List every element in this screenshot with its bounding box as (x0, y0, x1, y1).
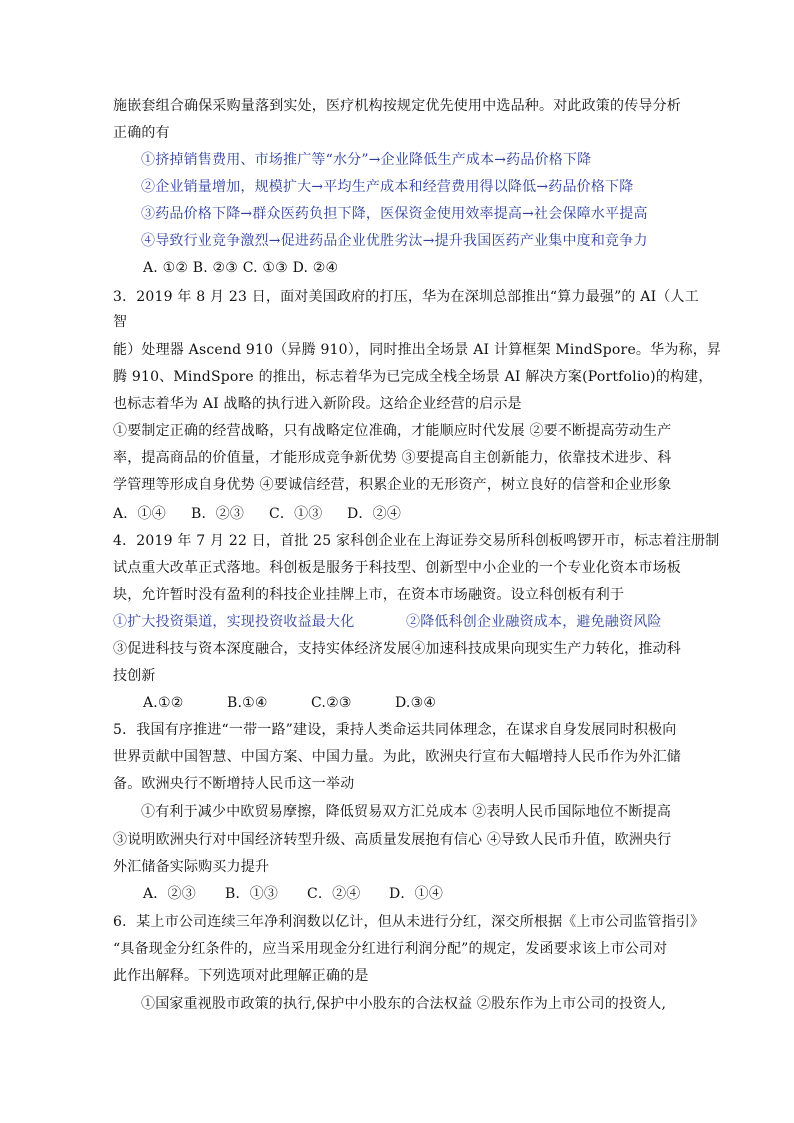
q5-answer-d: D．①④ (389, 886, 444, 902)
q2-option-1: ①挤掉销售费用、市场推广等“水分”→企业降低生产成本→药品价格下降 (141, 152, 592, 168)
q3-answer-choices (113, 504, 401, 524)
q5-answer-b: B．①③ (225, 886, 279, 902)
q4-options-line-2: ③促进科技与资本深度融合，支持实体经济发展④加速科技成果向现实生产力转化，推动科 (113, 641, 681, 657)
q6-stem-line-1: 6．某上市公司连续三年净利润数以亿计，但从未进行分红，深交所根据《上市公司监管指引》 (113, 914, 705, 930)
q3-stem-line-2: 智 (113, 314, 128, 330)
q6-stem-line-3: 此作出解释。下列选项对此理解正确的是 (113, 968, 369, 984)
q5-answer-a: A．②③ (143, 886, 196, 902)
q2-stem-line-1: 施嵌套组合确保采购量落到实处，医疗机构按规定优先使用中选品种。对此政策的传导分析 (113, 98, 681, 114)
q2-option-4: ④导致行业竞争激烈→促进药品企业优胜劣汰→提升我国医药产业集中度和竞争力 (141, 233, 648, 249)
q2-stem-line-2: 正确的有 (113, 125, 170, 141)
q6-options-line-1: ①国家重视股市政策的执行,保护中小股东的合法权益 ②股东作为上市公司的投资人, (141, 996, 667, 1012)
q3-answer-a: A．①④ (113, 506, 166, 522)
q2-option-3: ③药品价格下降→群众医药负担下降，医保资金使用效率提高→社会保障水平提高 (141, 206, 648, 222)
q4-stem-line-1: 4．2019 年 7 月 22 日，首批 25 家科创企业在上海证券交易所科创板鸣锣开市，标志着注册制 (113, 533, 720, 549)
q3-stem-line-4: 腾 910、MindSpore 的推出，标志着华为已完成全栈全场景 AI 解决方案(Portfolio)的构建， (113, 369, 713, 385)
q6-stem-line-2: “具备现金分红条件的，应当采用现金分红进行利润分配”的规定，发函要求该上市公司对 (113, 941, 668, 957)
q3-stem-line-5: 也标志着华为 AI 战略的执行进入新阶段。这给企业经营的启示是 (113, 396, 522, 412)
q2-option-2: ②企业销量增加，规模扩大→平均生产成本和经营费用得以降低→药品价格下降 (141, 179, 634, 195)
q3-answer-d: D．②④ (347, 506, 402, 522)
q4-options-line-3: 技创新 (113, 668, 156, 684)
q4-answer-a: A.①② (143, 695, 184, 711)
q3-stem-line-3: 能）处理器 Ascend 910（异腾 910），同时推出全场景 AI 计算框架 MindSpore。华为称，昇 (113, 342, 722, 358)
q3-answer-b: B．②③ (191, 506, 245, 522)
q4-stem-line-2: 试点重大改革正式落地。科创板是服务于科技型、创新型中小企业的一个专业化资本市场板 (113, 560, 681, 576)
q5-stem-line-3: 备。欧洲央行不断增持人民币这一举动 (113, 776, 355, 792)
q3-stem-line-1: 3．2019 年 8 月 23 日，面对美国政府的打压，华为在深圳总部推出“算力最强”的 AI（人工 (113, 289, 699, 305)
q4-option-1: ①扩大投资渠道，实现投资收益最大化 (113, 614, 355, 630)
q5-options-line-2: ③说明欧洲央行对中国经济转型升级、高质量发展抱有信心 ④导致人民币升值，欧洲央行 (113, 832, 672, 848)
q4-answer-choices (143, 693, 436, 713)
q4-stem-line-3: 块，允许暂时没有盈利的科技企业挂牌上市，在资本市场融资。设立科创板有利于 (113, 587, 625, 603)
q5-stem-line-1: 5．我国有序推进“一带一路”建设，秉持人类命运共同体理念，在谋求自身发展同时积极向 (113, 722, 677, 738)
q3-options-line-1: ①要制定正确的经营战略，只有战略定位准确，才能顺应时代发展 ②要不断提高劳动生产 (113, 423, 672, 439)
q5-options-line-1: ①有利于减少中欧贸易摩擦，降低贸易双方汇兑成本 ②表明人民币国际地位不断提高 (141, 804, 672, 820)
q5-answer-c: C．②④ (307, 886, 361, 902)
q3-answer-c: C．①③ (269, 506, 323, 522)
q3-options-line-2: 率，提高商品的价值量，才能形成竞争新优势 ③要提高自主创新能力，依靠技术进步、科 (113, 450, 672, 466)
q5-stem-line-2: 世界贡献中国智慧、中国方案、中国力量。为此，欧洲央行宣布大幅增持人民币作为外汇储 (113, 749, 681, 765)
q4-answer-d: D.③④ (395, 695, 437, 711)
q4-option-2: ②降低科创企业融资成本，避免融资风险 (406, 614, 662, 630)
q2-answer-choices: A. ①② B. ②③ C. ①③ D. ②④ (143, 260, 339, 276)
q5-answer-choices (143, 884, 443, 904)
q4-answer-b: B.①④ (227, 695, 268, 711)
q4-answer-c: C.②③ (311, 695, 352, 711)
q3-options-line-3: 学管理等形成自身优势 ④要诚信经营，积累企业的无形资产，树立良好的信誉和企业形象 (113, 477, 672, 493)
q5-options-line-3: 外汇储备实际购买力提升 (113, 859, 270, 875)
q4-options-line-1 (113, 612, 662, 632)
